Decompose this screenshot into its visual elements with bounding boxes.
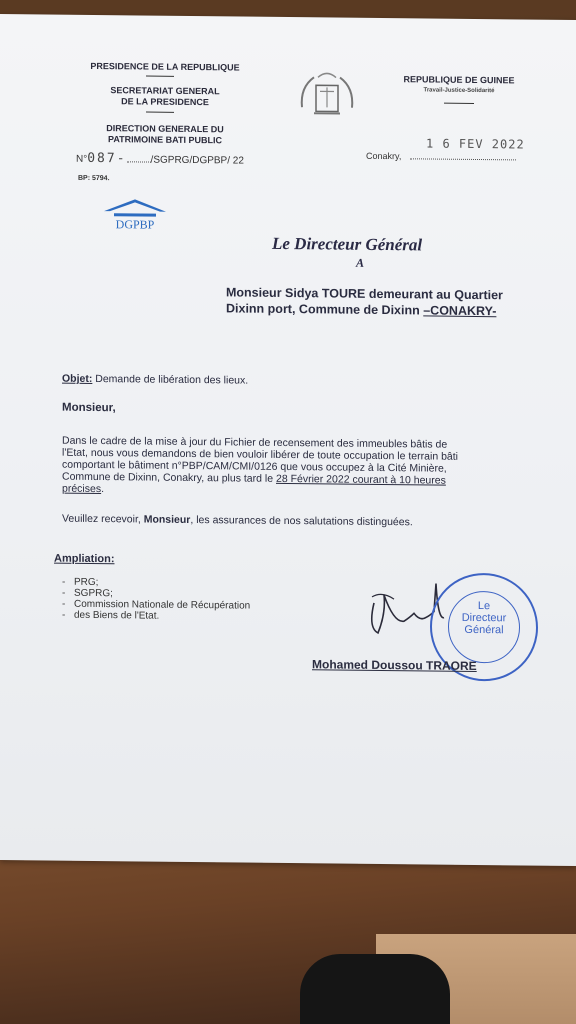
bp-number: BP: 5794.	[78, 174, 110, 183]
stamp-line: Directeur	[461, 611, 507, 625]
dgpbp-logo	[100, 197, 170, 238]
objet-text: Demande de libération des lieux.	[92, 372, 249, 387]
closing-part1: Veuillez recevoir,	[62, 512, 144, 526]
divider	[146, 112, 174, 113]
recipient-line1: Monsieur Sidya TOURE demeurant au Quartier	[226, 285, 503, 303]
secretariat-line2: DE LA PRESIDENCE	[121, 96, 209, 108]
republique-header: REPUBLIQUE DE GUINEE	[403, 74, 515, 86]
logo-text: DGPBP	[115, 217, 155, 232]
divider	[444, 103, 474, 104]
ref-handwritten: 087-	[87, 150, 127, 167]
recipient-line2	[226, 300, 496, 319]
stamp-line: Le	[477, 600, 491, 613]
stamp-line: Général	[464, 623, 504, 637]
ampliation-item: - des Biens de l'Etat.	[62, 610, 250, 623]
objet-label: Objet:	[62, 372, 93, 385]
sender-title: Le Directeur Général	[272, 233, 423, 255]
shoe	[300, 954, 450, 1024]
devise: Travail-Justice-Solidarité	[423, 87, 495, 95]
ampliation-item: - SGPRG;	[62, 588, 250, 601]
body-line: l'Etat, nous vous demandons de bien vouloir libérer de toute occupation le terrain bâti	[62, 446, 459, 463]
ref-suffix: /SGPRG/DGPBP/ 22	[150, 154, 244, 167]
coat-of-arms-emblem	[296, 67, 358, 130]
recipient-city: –CONAKRY-	[423, 303, 497, 319]
presidence-header: PRESIDENCE DE LA REPUBLIQUE	[90, 60, 240, 73]
direction-line2: PATRIMOINE BATI PUBLIC	[108, 134, 222, 146]
date-line	[410, 158, 516, 160]
objet	[62, 373, 248, 387]
secretariat-line1: SECRETARIAT GENERAL	[110, 85, 220, 97]
reference-number	[76, 151, 244, 168]
ampliation-item: - PRG;	[62, 577, 250, 590]
closing-monsieur: Monsieur	[143, 513, 191, 526]
period: .	[101, 483, 105, 496]
signatory-name: Mohamed Doussou TRAORE	[312, 657, 477, 673]
closing-part2: , les assurances de nos salutations distinguées.	[190, 513, 413, 529]
recipient-address: Dixinn port, Commune de Dixinn	[226, 301, 424, 318]
place: Conakry,	[366, 150, 402, 162]
body-line: comportant le bâtiment n°PBP/CAM/CMI/0126 que vous occupez à la Cité Minière,	[62, 458, 447, 475]
deadline-date: 28 Février 2022 courant à 10 heures	[276, 472, 446, 487]
addressee-a: A	[356, 255, 365, 270]
body-line: Dans le cadre de la mise à jour du Fichier de recensement des immeubles bâtis de	[62, 434, 448, 451]
salutation: Monsieur,	[62, 401, 116, 415]
ampliation-item: - Commission Nationale de Récupération	[62, 599, 250, 612]
ref-dots	[127, 161, 151, 162]
ref-prefix: N°	[76, 153, 88, 165]
direction-line1: DIRECTION GENERALE DU	[106, 123, 224, 135]
divider	[146, 76, 174, 77]
deadline-precise: précises	[62, 482, 102, 496]
ampliation-label: Ampliation:	[54, 552, 115, 566]
deadline-intro: Commune de Dixinn, Conakry, au plus tard le	[62, 470, 276, 485]
letter-page	[0, 14, 576, 866]
letter-body	[62, 435, 532, 500]
date-stamp: 1 6 FEV 2022	[426, 136, 525, 152]
stamp-text	[432, 600, 536, 637]
closing-formula	[62, 513, 413, 529]
ampliation-list	[62, 577, 250, 623]
